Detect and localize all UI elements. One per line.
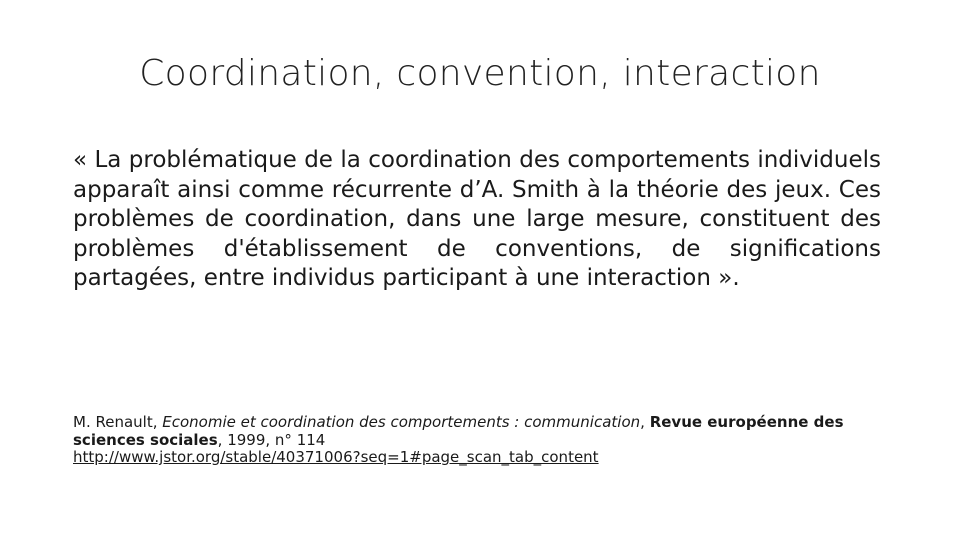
quote-paragraph: « La problématique de la coordination des comportements individuels apparaît ainsi comme récurrente d’A. Smith à la théorie des jeux. Ces problèmes de coordination, dans une large mesure, constituent des problèmes d'établissement de conventions, de significations partagées, entre individus participant à une interaction ». [73,147,881,291]
citation-separator: , [640,413,650,431]
citation-author: M. Renault, [73,413,163,431]
citation-work-title: Economie et coordination des comportements : communication [162,413,641,431]
citation [73,414,893,467]
citation-link[interactable]: http://www.jstor.org/stable/40371006?seq=1#page_scan_tab_content [73,448,599,466]
citation-journal: Revue européenne des sciences sociales [73,413,844,449]
slide-title: Coordination, convention, interaction [139,53,821,94]
citation-details: , 1999, n° 114 [217,430,326,449]
